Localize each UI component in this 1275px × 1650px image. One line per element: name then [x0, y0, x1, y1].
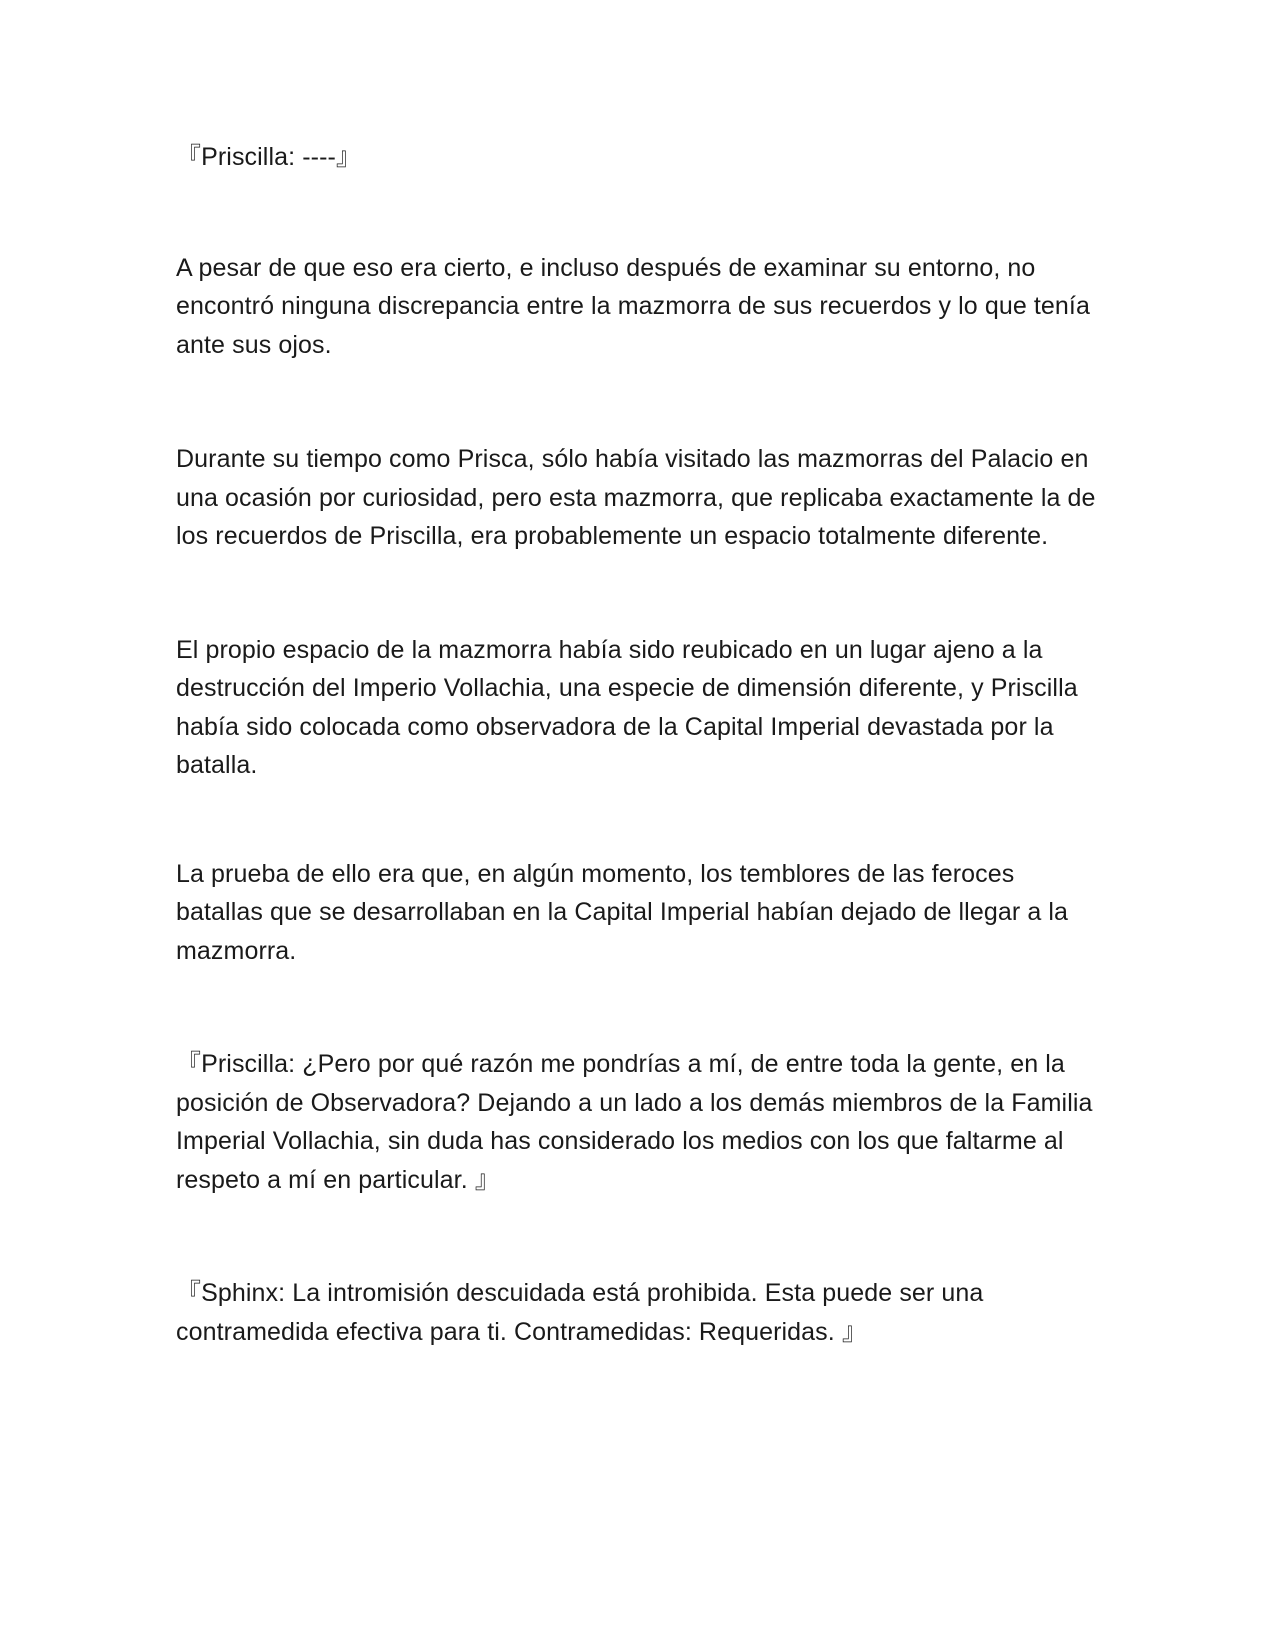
dialogue-sphinx-reply: 『Sphinx: La intromisión descuidada está prohibida. Esta puede ser una contramedida efectiva para ti. Contramedidas: Requeridas. 』 [176, 1279, 984, 1346]
paragraph-tremors-proof: La prueba de ello era que, en algún momento, los temblores de las feroces batallas que se desarrollaban en la Capital Imperial habían dejado de llegar a la mazmorra. [176, 859, 1069, 965]
paragraph-relocated-space: El propio espacio de la mazmorra había sido reubicado en un lugar ajeno a la destrucción del Imperio Vollachia, una especie de dimensión diferente, y Priscilla había sido colocada como observadora de la Capital Imperial devastada por la batalla. [176, 635, 1078, 779]
dialogue-priscilla-silence: 『Priscilla: ----』 [176, 143, 362, 171]
paragraph-prisca-visit: Durante su tiempo como Prisca, sólo había visitado las mazmorras del Palacio en una ocasión por curiosidad, pero esta mazmorra, que replicaba exactamente la de los recuerdos de Priscilla, era probablemente un espacio totalmente diferente. [176, 445, 1096, 550]
dialogue-priscilla-question: 『Priscilla: ¿Pero por qué razón me pondrías a mí, de entre toda la gente, en la posición de Observadora? Dejando a un lado a los demás miembros de la Familia Imperial Vollachia, sin duda has considerado los medios con los que faltarme al respeto a mí en particular. 』 [176, 1050, 1093, 1194]
paragraph-dungeon-memories: A pesar de que eso era cierto, e incluso después de examinar su entorno, no encontró ninguna discrepancia entre la mazmorra de sus recuerdos y lo que tenía ante sus ojos. [176, 253, 1090, 359]
document-body [176, 138, 1096, 1421]
